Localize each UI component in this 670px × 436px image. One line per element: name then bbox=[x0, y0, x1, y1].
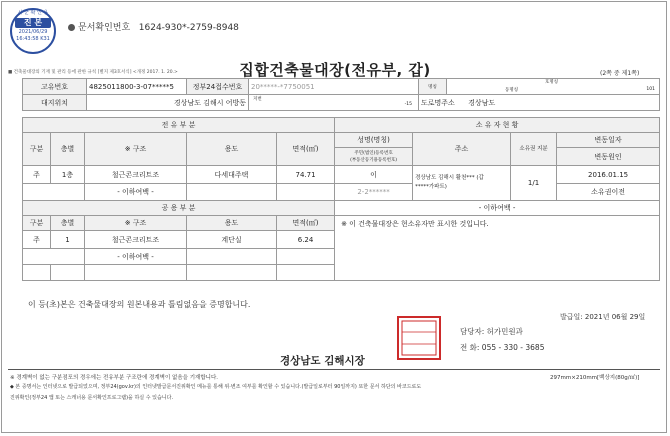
col-area: 면적(㎡) bbox=[277, 133, 335, 166]
page-indicator: (2쪽 중 제1쪽) bbox=[600, 70, 640, 77]
doc-number-value: 1624-930*-2759-8948 bbox=[138, 23, 239, 33]
col-change-date: 변동일자 bbox=[557, 133, 660, 148]
cm-blank-area bbox=[277, 249, 335, 265]
issue-date-label: 발급일: bbox=[560, 313, 583, 321]
cm-col-area: 면적(㎡) bbox=[277, 216, 335, 231]
lot-value: -15 bbox=[404, 102, 412, 107]
document-title: 집합건축물대장(전유부, 갑) bbox=[239, 61, 431, 79]
col-floor: 층별 bbox=[51, 133, 85, 166]
ex-use: 다세대주택 bbox=[187, 166, 277, 184]
main-table bbox=[22, 117, 660, 281]
cm-empty-5 bbox=[277, 265, 335, 281]
office-label2: 전 화: bbox=[460, 343, 480, 352]
issue-date-value: 2021년 06월 29일 bbox=[584, 313, 646, 321]
office-info bbox=[460, 324, 544, 356]
ex-blank-left bbox=[23, 184, 85, 201]
cm-floor: 1 bbox=[51, 231, 85, 249]
name-cell bbox=[447, 79, 660, 95]
ex-structure: 철근콘크리트조 bbox=[85, 166, 187, 184]
stamp-pattern bbox=[399, 318, 439, 358]
footer-rule bbox=[8, 369, 660, 370]
unique-no-value: 4825011800-3-07*****5 bbox=[87, 79, 187, 95]
office-value1: 허가민원과 bbox=[486, 327, 523, 336]
col-owner-name: 성명(명칭) bbox=[335, 133, 413, 148]
unique-no-label: 고유번호 bbox=[23, 79, 87, 95]
col-owner-id bbox=[335, 148, 413, 166]
owner-name: 이 bbox=[335, 166, 413, 184]
seal-code: K31 bbox=[40, 36, 50, 42]
col-owner-id-line2: (부동산등기용등록번호) bbox=[350, 157, 398, 163]
cm-empty-2 bbox=[51, 265, 85, 281]
col-address: 주소 bbox=[413, 133, 511, 166]
seal-top: 시 군 확 인 용 bbox=[17, 10, 49, 16]
cm-col-floor: 층별 bbox=[51, 216, 85, 231]
receipt-value: 20*****-*7750051 bbox=[249, 79, 419, 95]
cm-area: 6.24 bbox=[277, 231, 335, 249]
col-share: 소유권 지분 bbox=[511, 133, 557, 166]
cm-empty-4 bbox=[187, 265, 277, 281]
footer-note-3: 진위확인(정부24 앱 또는 스캐너용 문서확인프로그램)을 하실 수 있습니다. bbox=[10, 395, 174, 401]
seal-main: 진 본 bbox=[15, 18, 51, 28]
owner-below-blank: - 이하여백 - bbox=[335, 201, 660, 216]
doc-number-label: 문서확인번호 bbox=[78, 23, 131, 33]
cm-empty-3 bbox=[85, 265, 187, 281]
road-label: 도로명주소 bbox=[421, 98, 455, 107]
cm-structure: 철근콘크리트조 bbox=[85, 231, 187, 249]
ho-name-value: 101 bbox=[646, 87, 655, 92]
col-gubun: 구분 bbox=[23, 133, 51, 166]
ex-floor: 1층 bbox=[51, 166, 85, 184]
seal-time: 16:43:58 bbox=[16, 36, 39, 42]
doc-number bbox=[68, 20, 239, 33]
office-value2: 055 - 330 - 3685 bbox=[481, 343, 545, 352]
receipt-label: 정부24접수번호 bbox=[187, 79, 249, 95]
office-label1: 담당자: bbox=[460, 327, 485, 336]
ex-blank-area bbox=[277, 184, 335, 201]
cm-col-structure: ※ 구조 bbox=[85, 216, 187, 231]
dong-name-label: 동명칭 bbox=[505, 88, 519, 93]
cm-col-gubun: 구분 bbox=[23, 216, 51, 231]
col-use: 용도 bbox=[187, 133, 277, 166]
seal-date: 2021/06/29 bbox=[18, 29, 48, 35]
cm-blank-left bbox=[23, 249, 85, 265]
cm-gubun: 주 bbox=[23, 231, 51, 249]
official-stamp bbox=[397, 316, 441, 360]
paper-size: 297mm×210mm[백상지(80g/㎡)] bbox=[550, 375, 640, 381]
site-label: 대지위치 bbox=[23, 95, 87, 111]
road-address-cell bbox=[419, 95, 660, 111]
ex-gubun: 주 bbox=[23, 166, 51, 184]
regulation-note: ■ 건축물대장의 기재 및 관리 등에 관한 규칙 [별지 제3호서식] <개정 2017. 1. 20.> bbox=[8, 70, 178, 75]
cm-below-blank: - 이하여백 - bbox=[85, 249, 187, 265]
cm-blank-use bbox=[187, 249, 277, 265]
info-table bbox=[22, 78, 660, 111]
lot-label: 지번 bbox=[253, 97, 262, 102]
owner-date: 2016.01.15 bbox=[557, 166, 660, 184]
col-structure: ※ 구조 bbox=[85, 133, 187, 166]
ex-blank-use bbox=[187, 184, 277, 201]
name-label: 명칭 bbox=[419, 79, 447, 95]
col-owner-id-line1: 주민(법인)등록번호 bbox=[354, 150, 393, 156]
site-value: 경상남도 김해시 어방동 bbox=[87, 95, 249, 111]
ho-name-label: 호명칭 bbox=[545, 80, 559, 85]
verification-seal bbox=[10, 8, 56, 54]
issuing-authority: 경상남도 김해시장 bbox=[280, 355, 365, 367]
owner-address bbox=[413, 166, 511, 201]
ex-area: 74.71 bbox=[277, 166, 335, 184]
lot-cell bbox=[249, 95, 419, 111]
owner-address-line1: 경상남도 김해시 활천*** (갑 bbox=[415, 175, 484, 181]
common-section-header: 공 용 부 분 bbox=[23, 201, 335, 216]
bullet-icon bbox=[68, 24, 75, 31]
ex-below-blank: - 이하여백 - bbox=[85, 184, 187, 201]
owner-address-line2: *****가파트) bbox=[415, 184, 447, 190]
road-value: 경상남도 bbox=[468, 98, 496, 107]
issue-date bbox=[560, 312, 645, 322]
owner-note: ※ 이 건축물대장은 현소유자만 표시한 것입니다. bbox=[335, 216, 660, 281]
col-change-reason: 변동원인 bbox=[557, 148, 660, 166]
owner-reason: 소유권이전 bbox=[557, 184, 660, 201]
owner-section-header: 소 유 자 현 황 bbox=[335, 118, 660, 133]
owner-id: 2-2****** bbox=[335, 184, 413, 201]
footer-note-2: ◆ 본 증명서는 인터넷으로 발급되었으며, 정부24(gov.kr)의 인터넷발급문서진위확인 메뉴를 통해 위·변조 여부를 확인할 수 있습니다.(발급일로부터 90일까지) 또한 문서 하단의 바코드로도 bbox=[10, 384, 422, 390]
cm-empty-1 bbox=[23, 265, 51, 281]
cm-col-use: 용도 bbox=[187, 216, 277, 231]
cm-use: 계단실 bbox=[187, 231, 277, 249]
owner-share: 1/1 bbox=[511, 166, 557, 201]
footer-note-1: ※ 경계벽이 없는 구분점포의 경우에는 전유부분 구조란에 경계벽이 없음을 기재합니다. bbox=[10, 375, 219, 381]
exclusive-section-header: 전 유 부 분 bbox=[23, 118, 335, 133]
certification-text: 이 등(초)본은 건축물대장의 원본내용과 틀림없음을 증명합니다. bbox=[28, 300, 251, 309]
